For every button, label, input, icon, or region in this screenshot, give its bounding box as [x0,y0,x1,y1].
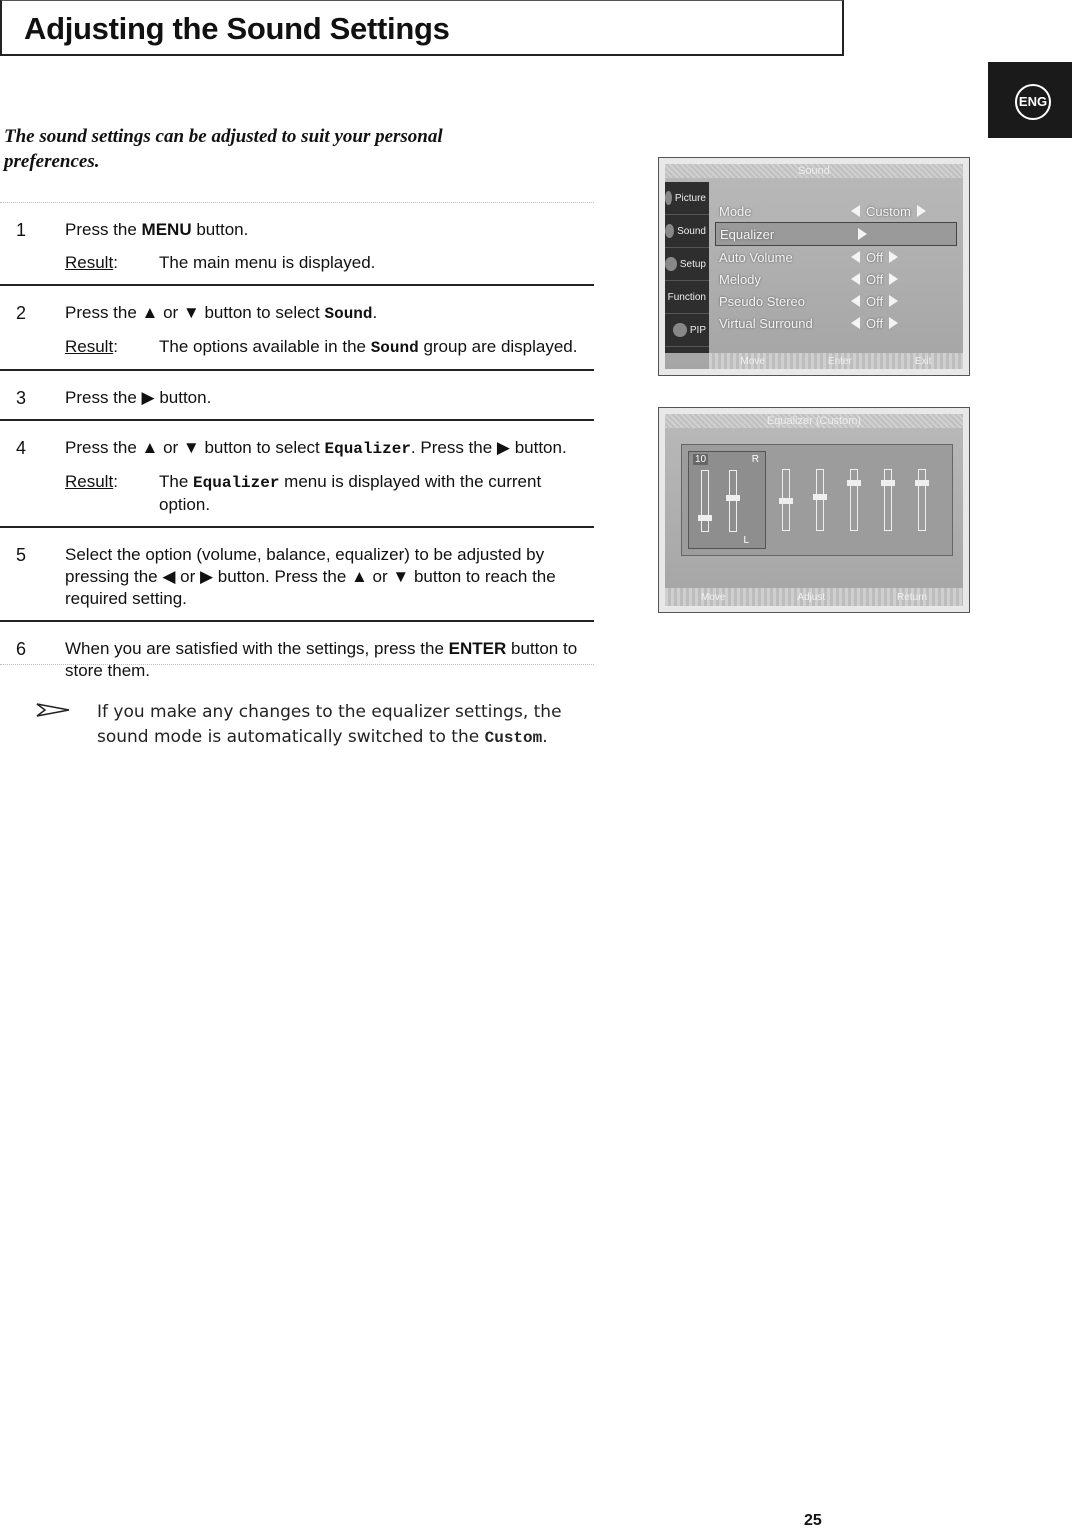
right-arrow-icon [917,205,926,217]
right-arrow-icon [858,228,867,240]
volume-slider [701,470,709,532]
balance-right-label: R [751,454,759,465]
sidebar-item-sound [665,215,709,248]
step-item [0,526,594,620]
step-instruction: Press the ▲ or ▼ button to select Equalizer. Press the ▶ button. [65,438,567,458]
equalizer-footer [665,588,963,606]
menu-category-icon [665,191,672,205]
right-arrow-icon [889,295,898,307]
menu-category-icon [665,224,674,238]
menu-row-value: Off [851,272,898,287]
result-text: The main menu is displayed. [159,253,376,272]
result-label: Result: [65,253,118,272]
result-text: The Equalizer menu is displayed with the current option. [159,472,542,514]
eq-band-slider [850,469,858,531]
step-result [65,336,594,359]
menu-category-icon [665,257,677,271]
balance-slider [729,470,737,532]
result-label: Result: [65,337,118,356]
eq-footer-move: Move [700,591,726,603]
menu-row [715,222,957,246]
step-instruction: Press the ▶ button. [65,388,212,407]
step-result [65,252,594,274]
menu-row-value: Custom [851,204,926,219]
right-arrow-icon [889,317,898,329]
footer-enter: Enter [827,355,852,367]
eq-band-slider [782,469,790,531]
sidebar-item-pip [665,314,709,347]
left-arrow-icon [851,205,860,217]
result-label: Result: [65,472,118,491]
step-number: 5 [16,545,27,565]
step-instruction: Select the option (volume, balance, equalizer) to be adjusted by pressing the ◀ or ▶ button. Press the ▲ or ▼ button to reach the required setting. [65,545,556,608]
menu-row [715,268,957,290]
menu-row [715,246,957,268]
step-item [0,620,594,692]
step-result [65,471,594,516]
right-arrow-icon [889,251,898,263]
sidebar-item-setup [665,248,709,281]
sidebar-item-label: Sound [677,225,706,237]
step-number: 3 [16,388,27,408]
eq-footer-adjust: Adjust [797,591,826,603]
eq-band-slider [918,469,926,531]
menu-row [715,290,957,312]
step-item [0,284,594,369]
eq-band-slider [884,469,892,531]
sound-menu-sidebar [665,182,709,353]
sound-menu-footer [709,353,963,369]
note-arrow-icon [36,702,70,718]
language-badge: ENG [1015,84,1051,120]
step-body [65,387,594,409]
menu-row-value: Off [851,294,898,309]
steps-divider [0,664,594,665]
sidebar-item-label: Function [667,291,706,303]
menu-row-label: Mode [719,203,752,219]
balance-control [688,451,766,549]
step-body [65,638,594,682]
equalizer-bands [770,451,946,547]
step-instruction: Press the ▲ or ▼ button to select Sound. [65,303,378,323]
menu-row-label: Melody [719,271,761,287]
menu-row [715,200,957,222]
equalizer-screenshot [658,407,970,613]
equalizer-panel [681,444,953,556]
title-box [0,0,844,56]
step-instruction: When you are satisfied with the settings, press the ENTER button to store them. [65,639,578,680]
menu-row-value [852,228,867,240]
left-arrow-icon [851,273,860,285]
eq-band-slider [816,469,824,531]
step-body [65,437,594,516]
menu-row-label: Equalizer [720,226,775,242]
steps-list [0,202,594,692]
menu-row-value: Off [851,316,898,331]
step-number: 4 [16,438,27,458]
step-item [0,203,594,284]
note-text: If you make any changes to the equalizer settings, the sound mode is automatically switched to the Custom. [97,702,562,747]
intro-text: The sound settings can be adjusted to suit your personal preferences. [4,126,443,172]
right-arrow-icon [889,273,898,285]
step-body [65,302,594,359]
left-arrow-icon [851,317,860,329]
step-number: 1 [16,220,27,240]
sidebar-item-function [665,281,709,314]
equalizer-title: Equalizer (Custom) [665,414,963,428]
result-text: The options available in the Sound group are displayed. [159,337,578,357]
balance-value: 10 [695,454,707,465]
balance-left-label: L [743,535,749,546]
menu-category-icon [673,323,687,337]
menu-row-label: Auto Volume [719,249,793,265]
sound-menu-rows [715,200,957,334]
menu-row [715,312,957,334]
sidebar-item-label: PIP [689,324,706,336]
step-item [0,369,594,419]
eq-footer-return: Return [897,591,928,603]
page-title: Adjusting the Sound Settings [24,11,450,46]
footer-exit: Exit [914,355,932,367]
sidebar-item-label: Picture [674,192,706,204]
left-arrow-icon [851,295,860,307]
sound-menu-title: Sound [665,164,963,178]
step-body [65,544,594,610]
sidebar-item-label: Setup [679,258,706,270]
note [36,700,576,751]
sidebar-item-picture [665,182,709,215]
step-instruction: Press the MENU button. [65,220,249,239]
step-number: 6 [16,639,27,659]
menu-row-label: Virtual Surround [719,315,813,331]
menu-row-label: Pseudo Stereo [719,293,806,309]
step-item [0,419,594,526]
step-number: 2 [16,303,27,323]
left-arrow-icon [851,251,860,263]
page-number: 25 [804,1512,822,1529]
menu-row-value: Off [851,250,898,265]
sound-menu-screenshot [658,157,970,376]
footer-move: Move [740,355,765,367]
step-body [65,219,594,274]
